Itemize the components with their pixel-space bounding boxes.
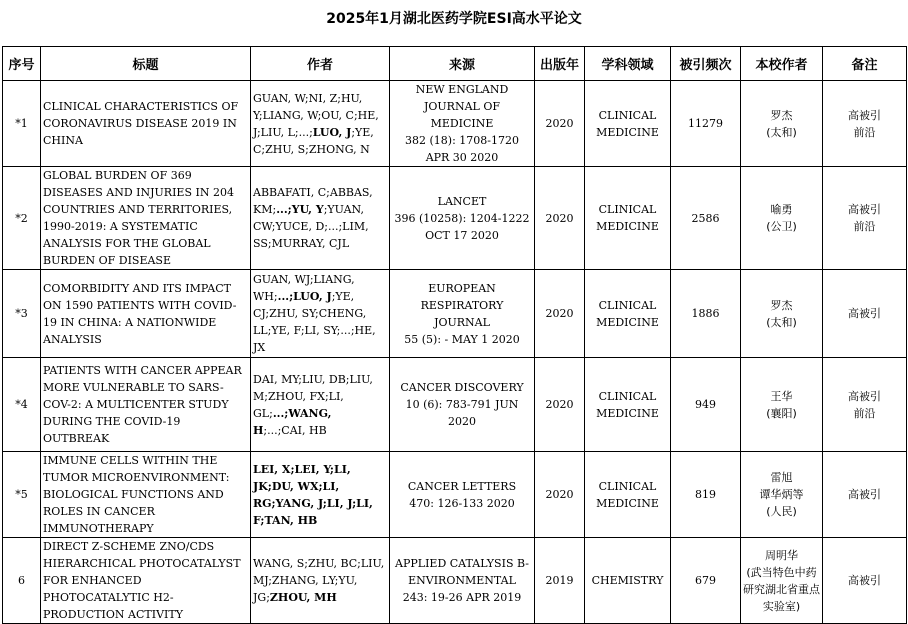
school-author-line: (襄阳): [766, 406, 797, 420]
papers-table: [2, 46, 907, 624]
school-author-line: 罗杰: [770, 108, 793, 122]
cell-remark[interactable]: [823, 270, 907, 358]
cell-year[interactable]: 2020: [535, 452, 585, 538]
school-author-line: (太和): [766, 125, 797, 139]
header-row: [3, 47, 907, 81]
author-segment: ;YE, C;ZHU, S;ZHONG, N: [253, 125, 374, 156]
source-line: APR 30 2020: [425, 151, 499, 164]
author-segment: DAI, MY;LIU, DB;LIU, M;ZHOU, FX;LI, GL;: [253, 372, 373, 420]
remark-line: 前沿: [853, 220, 876, 233]
cell-field[interactable]: CLINICAL MEDICINE: [585, 452, 671, 538]
author-segment: ;...;CAI, HB: [263, 423, 327, 437]
table-row: [3, 452, 907, 538]
cell-no[interactable]: *4: [3, 358, 41, 452]
cell-remark[interactable]: [823, 167, 907, 270]
remark-line: 高被引: [848, 203, 881, 216]
cell-citations[interactable]: 11279: [671, 81, 741, 167]
cell-year[interactable]: 2020: [535, 167, 585, 270]
col-header-source[interactable]: 来源: [390, 47, 535, 81]
cell-authors[interactable]: [251, 81, 390, 167]
cell-field[interactable]: CLINICAL MEDICINE: [585, 358, 671, 452]
source-line: 470: 126-133 2020: [409, 496, 515, 510]
table-row: [3, 358, 907, 452]
school-author-line: (公卫): [766, 220, 797, 233]
school-author-line: 雷旭: [770, 471, 793, 484]
table-row: [3, 81, 907, 167]
source-line: EUROPEAN RESPIRATORY JOURNAL: [420, 281, 504, 329]
school-author-highlight: ...;YU, Y: [276, 203, 324, 216]
cell-year[interactable]: 2020: [535, 358, 585, 452]
col-header-authors[interactable]: 作者: [251, 47, 390, 81]
cell-citations[interactable]: 679: [671, 538, 741, 624]
cell-field[interactable]: CLINICAL MEDICINE: [585, 167, 671, 270]
remark-line: 前沿: [853, 125, 876, 139]
school-author-highlight: LEI, X;LEI, Y;LI, JK;DU, WX;LI, RG;YANG, J;LI, J;LI, F;TAN, HB: [253, 462, 373, 527]
remark-line: 高被引: [848, 389, 881, 403]
col-header-citations[interactable]: 被引频次: [671, 47, 741, 81]
author-segment: ;YUAN, CW;YUCE, D;...;LIM, SS;MURRAY, CJL: [253, 203, 369, 250]
author-segment: ;YE, CJ;ZHU, SY;CHENG, LL;YE, F;LI, SY;...;HE, JX: [253, 290, 376, 354]
source-line: NEW ENGLAND JOURNAL OF MEDICINE: [415, 83, 509, 130]
school-author-line: 周明华: [765, 548, 798, 562]
school-author-line: (武当特色中药研究湖北省重点实验室): [743, 565, 820, 613]
cell-school-author[interactable]: [741, 81, 823, 167]
cell-authors[interactable]: [251, 358, 390, 452]
cell-school-author[interactable]: [741, 270, 823, 358]
col-header-school-author[interactable]: 本校作者: [741, 47, 823, 81]
col-header-field[interactable]: 学科领域: [585, 47, 671, 81]
source-line: APPLIED CATALYSIS B-ENVIRONMENTAL: [395, 557, 529, 587]
remark-line: 高被引: [848, 488, 881, 501]
source-line: CANCER DISCOVERY: [400, 381, 524, 394]
source-line: 10 (6): 783-791 JUN 2020: [405, 398, 519, 428]
col-header-no[interactable]: 序号: [3, 47, 41, 81]
cell-remark[interactable]: [823, 452, 907, 538]
col-header-year[interactable]: 出版年: [535, 47, 585, 81]
cell-title[interactable]: COMORBIDITY AND ITS IMPACT ON 1590 PATIENTS WITH COVID-19 IN CHINA: A NATIONWIDE ANALYSIS: [41, 270, 251, 358]
cell-school-author[interactable]: [741, 358, 823, 452]
cell-title[interactable]: IMMUNE CELLS WITHIN THE TUMOR MICROENVIRONMENT: BIOLOGICAL FUNCTIONS AND ROLES IN CANCER IMMUNOTHERAPY: [41, 452, 251, 538]
cell-field[interactable]: CLINICAL MEDICINE: [585, 270, 671, 358]
remark-line: 高被引: [848, 574, 881, 587]
school-author-highlight: LUO, J: [312, 125, 352, 139]
cell-source[interactable]: [390, 452, 535, 538]
cell-year[interactable]: 2019: [535, 538, 585, 624]
cell-year[interactable]: 2020: [535, 270, 585, 358]
cell-year[interactable]: 2020: [535, 81, 585, 167]
school-author-highlight: ...;LUO, J: [277, 290, 332, 303]
cell-source[interactable]: [390, 270, 535, 358]
cell-title[interactable]: PATIENTS WITH CANCER APPEAR MORE VULNERABLE TO SARS-COV-2: A MULTICENTER STUDY DURING THE COVID-19 OUTBREAK: [41, 358, 251, 452]
table-row: [3, 167, 907, 270]
cell-citations[interactable]: 1886: [671, 270, 741, 358]
school-author-highlight: ZHOU, MH: [269, 591, 337, 604]
author-segment: GUAN, WJ;LIANG, WH;: [253, 273, 355, 303]
school-author-line: (人民): [766, 505, 797, 518]
cell-remark[interactable]: [823, 358, 907, 452]
cell-no[interactable]: *2: [3, 167, 41, 270]
cell-remark[interactable]: [823, 81, 907, 167]
author-segment: WANG, S;ZHU, BC;LIU, MJ;ZHANG, LY;YU, JG;: [253, 557, 385, 604]
table-row: [3, 538, 907, 624]
cell-citations[interactable]: 2586: [671, 167, 741, 270]
school-author-line: 喻勇: [770, 203, 793, 216]
source-line: 55 (5): - MAY 1 2020: [404, 332, 520, 346]
cell-source[interactable]: [390, 81, 535, 167]
school-author-line: 谭华炳等: [759, 488, 804, 501]
cell-authors[interactable]: [251, 538, 390, 624]
remark-line: 高被引: [848, 108, 881, 122]
col-header-remark[interactable]: 备注: [823, 47, 907, 81]
cell-remark[interactable]: [823, 538, 907, 624]
cell-title[interactable]: DIRECT Z-SCHEME ZNO/CDS HIERARCHICAL PHOTOCATALYST FOR ENHANCED PHOTOCATALYTIC H2-PRODUCTION ACTIVITY: [41, 538, 251, 624]
cell-authors[interactable]: [251, 452, 390, 538]
cell-title[interactable]: CLINICAL CHARACTERISTICS OF CORONAVIRUS DISEASE 2019 IN CHINA: [41, 81, 251, 167]
cell-no[interactable]: *1: [3, 81, 41, 167]
col-header-title[interactable]: 标题: [41, 47, 251, 81]
school-author-line: (太和): [766, 315, 797, 329]
cell-citations[interactable]: 949: [671, 358, 741, 452]
source-line: 243: 19-26 APR 2019: [402, 591, 522, 604]
school-author-highlight: ...;WANG, H: [253, 406, 332, 437]
school-author-line: 王华: [770, 389, 793, 403]
author-segment: GUAN, W;NI, Z;HU, Y;LIANG, W;OU, C;HE, J;LIU, L;...;: [253, 91, 379, 139]
cell-school-author[interactable]: [741, 167, 823, 270]
source-line: OCT 17 2020: [425, 228, 499, 242]
cell-authors[interactable]: [251, 270, 390, 358]
cell-source[interactable]: [390, 538, 535, 624]
cell-no[interactable]: *5: [3, 452, 41, 538]
table-row: [3, 270, 907, 358]
school-author-line: 罗杰: [770, 298, 793, 312]
cell-source[interactable]: [390, 358, 535, 452]
cell-field[interactable]: CLINICAL MEDICINE: [585, 81, 671, 167]
cell-school-author[interactable]: [741, 538, 823, 624]
cell-school-author[interactable]: [741, 452, 823, 538]
page-title: 2025年1月湖北医药学院ESI高水平论文: [326, 11, 582, 27]
source-line: 396 (10258): 1204-1222: [394, 211, 530, 225]
cell-citations[interactable]: 819: [671, 452, 741, 538]
cell-no[interactable]: *3: [3, 270, 41, 358]
cell-authors[interactable]: [251, 167, 390, 270]
cell-field[interactable]: CHEMISTRY: [585, 538, 671, 624]
source-line: 382 (18): 1708-1720: [405, 134, 519, 147]
cell-source[interactable]: [390, 167, 535, 270]
remark-line: 前沿: [853, 406, 876, 420]
cell-no[interactable]: 6: [3, 538, 41, 624]
source-line: CANCER LETTERS: [407, 479, 517, 493]
author-segment: ABBAFATI, C;ABBAS, KM;: [253, 186, 373, 216]
source-line: LANCET: [437, 194, 487, 208]
cell-title[interactable]: GLOBAL BURDEN OF 369 DISEASES AND INJURIES IN 204 COUNTRIES AND TERRITORIES, 1990-2019: A SYSTEMATIC ANALYSIS FOR THE GLOBAL BURDEN OF DISEASE: [41, 167, 251, 270]
remark-line: 高被引: [848, 307, 881, 320]
